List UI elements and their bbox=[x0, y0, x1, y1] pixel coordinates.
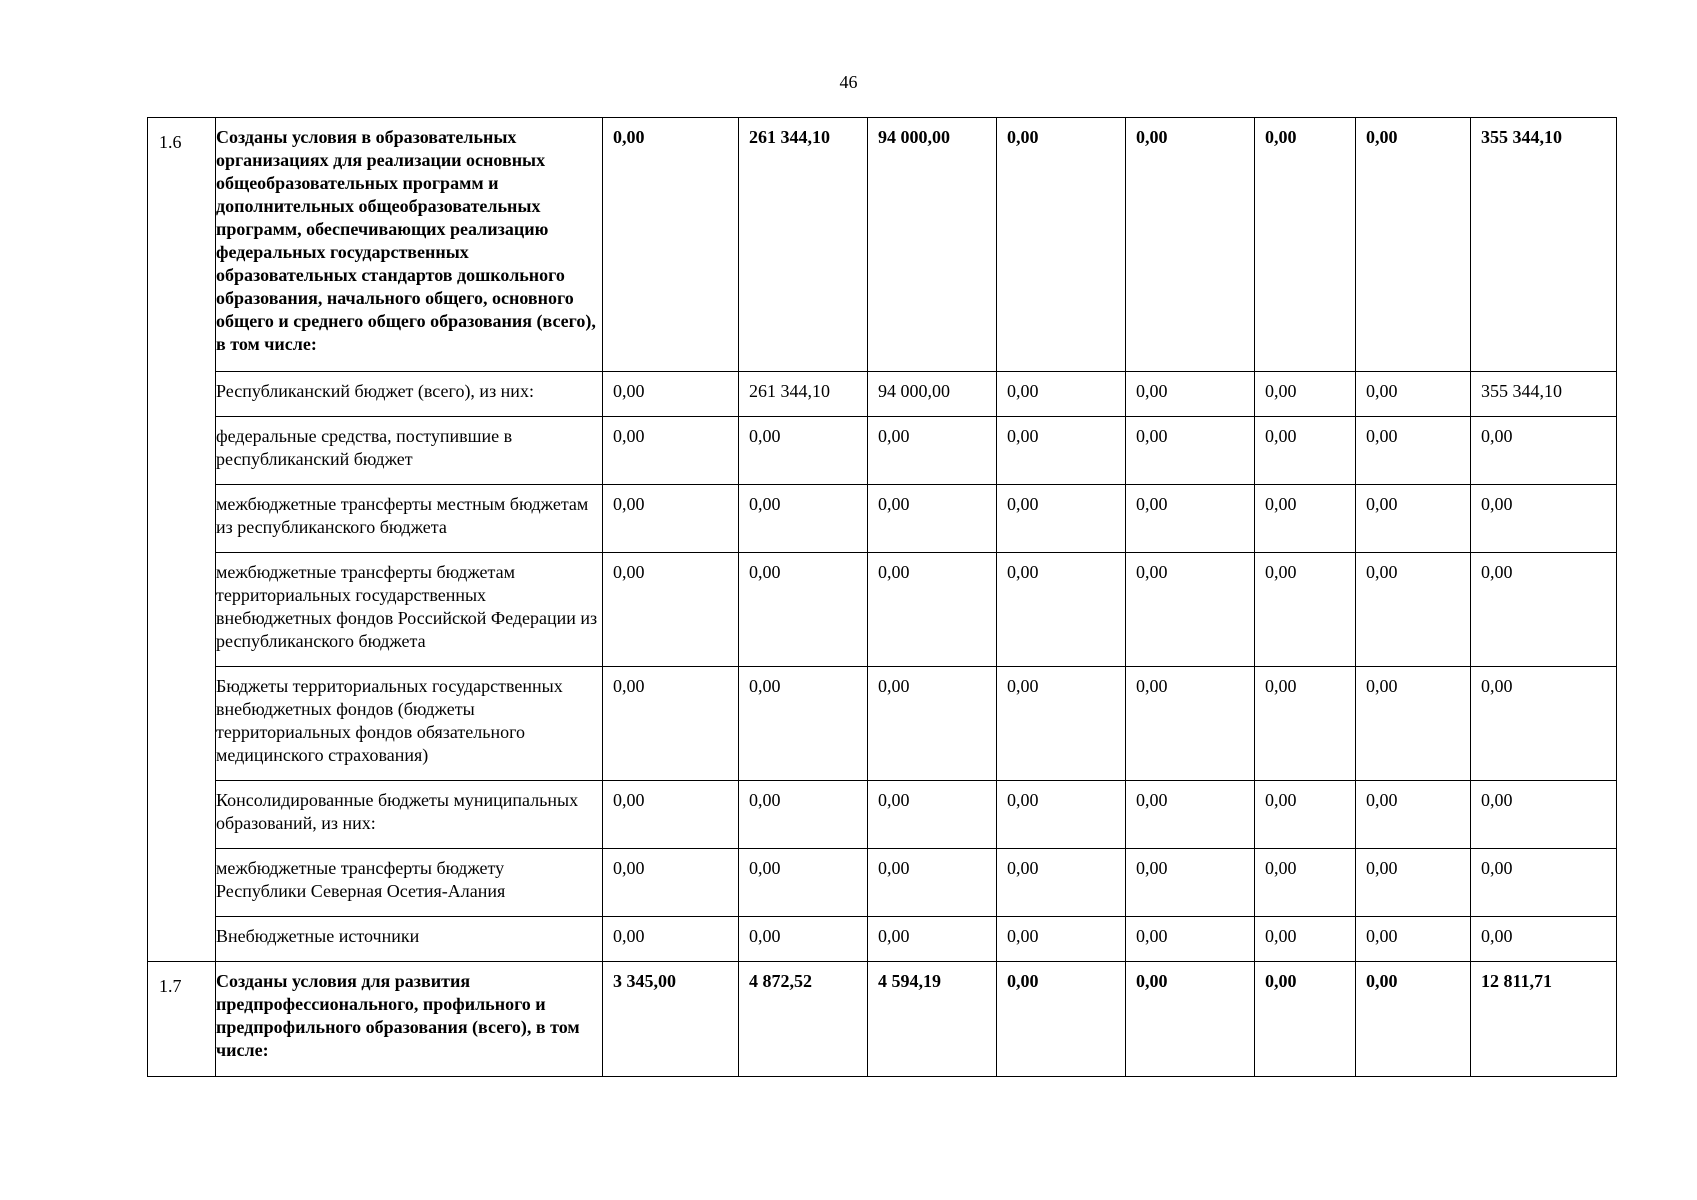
row-value: 0,00 bbox=[997, 781, 1126, 849]
row-value: 0,00 bbox=[1255, 417, 1356, 485]
row-label: федеральные средства, поступившие в республиканский бюджет bbox=[216, 417, 603, 485]
row-value: 0,00 bbox=[603, 917, 739, 962]
row-label: межбюджетные трансферты бюджетам территориальных государственных внебюджетных фондов Российской Федерации из республиканского бюджета bbox=[216, 553, 603, 667]
row-value: 0,00 bbox=[997, 553, 1126, 667]
row-value: 0,00 bbox=[1471, 849, 1617, 917]
section-title: Созданы условия для развития предпрофессионального, профильного и предпрофильного образования (всего), в том числе: bbox=[216, 962, 603, 1077]
section-title: Созданы условия в образовательных организациях для реализации основных общеобразовательных программ и дополнительных общеобразовательных программ, обеспечивающих реализацию федеральных государственных образовательных стандартов дошкольного образования, начального общего, основного общего и среднего общего образования (всего), в том числе: bbox=[216, 118, 603, 372]
table-row bbox=[148, 667, 1617, 781]
row-value: 0,00 bbox=[1356, 553, 1471, 667]
row-value: 0,00 bbox=[739, 553, 868, 667]
row-label: межбюджетные трансферты местным бюджетам из республиканского бюджета bbox=[216, 485, 603, 553]
row-value: 0,00 bbox=[1471, 553, 1617, 667]
row-value: 0,00 bbox=[1255, 372, 1356, 417]
row-label: межбюджетные трансферты бюджету Республики Северная Осетия-Алания bbox=[216, 849, 603, 917]
row-label: Бюджеты территориальных государственных внебюджетных фондов (бюджеты территориальных фондов обязательного медицинского страхования) bbox=[216, 667, 603, 781]
budget-table bbox=[147, 117, 1617, 1077]
row-value: 0,00 bbox=[603, 849, 739, 917]
row-value: 0,00 bbox=[868, 553, 997, 667]
row-value: 0,00 bbox=[739, 849, 868, 917]
row-value: 0,00 bbox=[1126, 917, 1255, 962]
row-value: 261 344,10 bbox=[739, 372, 868, 417]
section-total-value: 0,00 bbox=[1255, 962, 1356, 1077]
row-value: 0,00 bbox=[1356, 849, 1471, 917]
row-value: 0,00 bbox=[997, 372, 1126, 417]
section-total-value: 12 811,71 bbox=[1471, 962, 1617, 1077]
section-total-value: 261 344,10 bbox=[739, 118, 868, 372]
section-total-value: 4 594,19 bbox=[868, 962, 997, 1077]
section-total-value: 94 000,00 bbox=[868, 118, 997, 372]
row-value: 0,00 bbox=[1255, 781, 1356, 849]
row-value: 0,00 bbox=[603, 372, 739, 417]
row-value: 0,00 bbox=[1255, 667, 1356, 781]
row-value: 94 000,00 bbox=[868, 372, 997, 417]
row-value: 0,00 bbox=[739, 667, 868, 781]
row-value: 0,00 bbox=[1255, 849, 1356, 917]
row-value: 0,00 bbox=[997, 485, 1126, 553]
table-row bbox=[148, 417, 1617, 485]
row-value: 0,00 bbox=[739, 485, 868, 553]
row-value: 355 344,10 bbox=[1471, 372, 1617, 417]
row-value: 0,00 bbox=[868, 667, 997, 781]
row-label: Республиканский бюджет (всего), из них: bbox=[216, 372, 603, 417]
table-row bbox=[148, 553, 1617, 667]
row-value: 0,00 bbox=[997, 849, 1126, 917]
row-value: 0,00 bbox=[1126, 667, 1255, 781]
row-value: 0,00 bbox=[1126, 781, 1255, 849]
row-value: 0,00 bbox=[1356, 417, 1471, 485]
section-header-row bbox=[148, 118, 1617, 372]
row-value: 0,00 bbox=[1356, 485, 1471, 553]
row-value: 0,00 bbox=[603, 417, 739, 485]
page-number: 46 bbox=[839, 72, 858, 92]
row-value: 0,00 bbox=[739, 417, 868, 485]
row-label: Консолидированные бюджеты муниципальных образований, из них: bbox=[216, 781, 603, 849]
row-value: 0,00 bbox=[997, 917, 1126, 962]
section-total-value: 0,00 bbox=[1255, 118, 1356, 372]
section-total-value: 0,00 bbox=[1126, 118, 1255, 372]
row-value: 0,00 bbox=[603, 781, 739, 849]
table-row bbox=[148, 917, 1617, 962]
row-value: 0,00 bbox=[1255, 917, 1356, 962]
section-total-value: 0,00 bbox=[1126, 962, 1255, 1077]
row-value: 0,00 bbox=[868, 849, 997, 917]
row-value: 0,00 bbox=[739, 781, 868, 849]
section-total-value: 3 345,00 bbox=[603, 962, 739, 1077]
row-value: 0,00 bbox=[1471, 667, 1617, 781]
table-row bbox=[148, 372, 1617, 417]
section-total-value: 0,00 bbox=[603, 118, 739, 372]
section-total-value: 355 344,10 bbox=[1471, 118, 1617, 372]
row-value: 0,00 bbox=[997, 417, 1126, 485]
row-value: 0,00 bbox=[1255, 553, 1356, 667]
section-total-value: 4 872,52 bbox=[739, 962, 868, 1077]
row-value: 0,00 bbox=[1126, 372, 1255, 417]
row-value: 0,00 bbox=[739, 917, 868, 962]
row-value: 0,00 bbox=[1255, 485, 1356, 553]
table-row bbox=[148, 781, 1617, 849]
section-header-row bbox=[148, 962, 1617, 1077]
row-value: 0,00 bbox=[868, 917, 997, 962]
row-value: 0,00 bbox=[1126, 553, 1255, 667]
row-value: 0,00 bbox=[1356, 781, 1471, 849]
section-number: 1.7 bbox=[148, 962, 216, 1077]
row-value: 0,00 bbox=[1356, 372, 1471, 417]
row-value: 0,00 bbox=[1471, 417, 1617, 485]
row-value: 0,00 bbox=[1126, 417, 1255, 485]
table-row bbox=[148, 485, 1617, 553]
section-total-value: 0,00 bbox=[1356, 118, 1471, 372]
row-value: 0,00 bbox=[603, 485, 739, 553]
row-value: 0,00 bbox=[868, 485, 997, 553]
row-value: 0,00 bbox=[997, 667, 1126, 781]
section-total-value: 0,00 bbox=[997, 962, 1126, 1077]
table-row bbox=[148, 849, 1617, 917]
row-value: 0,00 bbox=[1356, 917, 1471, 962]
section-total-value: 0,00 bbox=[1356, 962, 1471, 1077]
row-value: 0,00 bbox=[1471, 485, 1617, 553]
row-value: 0,00 bbox=[868, 781, 997, 849]
row-value: 0,00 bbox=[1471, 781, 1617, 849]
section-number: 1.6 bbox=[148, 118, 216, 962]
row-value: 0,00 bbox=[603, 553, 739, 667]
row-value: 0,00 bbox=[1126, 849, 1255, 917]
row-value: 0,00 bbox=[1471, 917, 1617, 962]
row-value: 0,00 bbox=[868, 417, 997, 485]
row-value: 0,00 bbox=[1356, 667, 1471, 781]
row-value: 0,00 bbox=[603, 667, 739, 781]
row-label: Внебюджетные источники bbox=[216, 917, 603, 962]
row-value: 0,00 bbox=[1126, 485, 1255, 553]
section-total-value: 0,00 bbox=[997, 118, 1126, 372]
